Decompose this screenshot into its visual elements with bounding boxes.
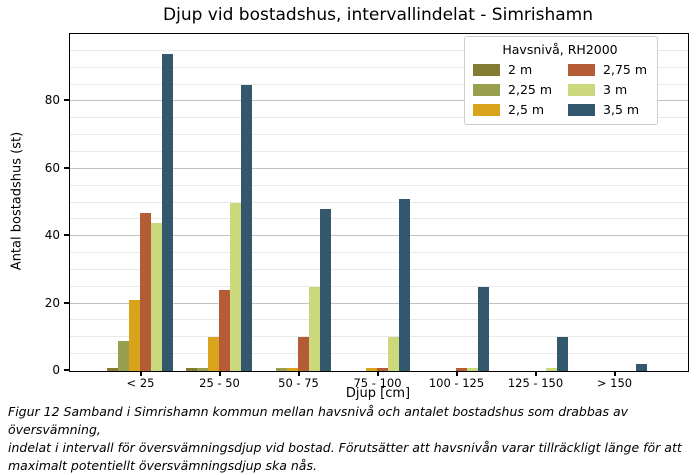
bar-group [344,34,410,371]
legend-item [473,82,552,97]
chart-title: Djup vid bostadshus, intervallindelat - Simrishamn [163,5,593,25]
bar-3-5-m [320,209,331,371]
legend-item-label: 3 m [603,82,628,97]
x-axis-label: Djup [cm] [345,386,411,401]
caption-line: maximalt potentiellt översvämningsdjup ska nås. [8,458,317,473]
bar-2-25-m [276,368,287,371]
x-tick-label: 75 - 100 [353,376,402,390]
y-tick-mark [64,99,69,101]
plot-area [69,33,689,372]
legend-item [568,82,647,97]
legend-swatch-icon [473,84,500,96]
y-tick-mark [64,167,69,169]
caption-line: indelat i intervall för översvämningsdjup vid bostad. Förutsätter att havsnivån varar tillräckligt länge för att [8,440,682,455]
bar-group [186,34,252,371]
y-tick-label: 20 [44,295,60,310]
bar-3-5-m [241,85,252,371]
legend [464,36,658,125]
bar-2-5-m [366,368,377,371]
x-tick-mark [298,372,300,376]
bar-3-5-m [399,199,410,371]
legend-item-label: 2,25 m [508,82,553,97]
y-tick-label: 60 [44,160,60,175]
bar-2-m [107,368,118,371]
legend-title: Havsnivå, RH2000 [502,42,618,57]
legend-swatch-icon [568,84,595,96]
x-tick-label: 100 - 125 [428,376,485,390]
y-tick-label: 80 [44,93,60,108]
bar-3-m [230,203,241,372]
bar-2-25-m [118,341,129,371]
y-tick-mark [64,234,69,236]
bar-2-m [186,368,197,371]
bar-2-75-m [219,290,230,371]
bar-2-75-m [456,368,467,371]
bar-2-5-m [129,300,140,371]
legend-item [473,102,552,117]
legend-item [473,62,552,77]
bar-2-75-m [298,337,309,371]
bar-group [107,34,173,371]
bar-3-m [151,223,162,371]
y-axis-label: Antal bostadshus (st) [9,131,25,271]
x-tick-mark [140,372,142,376]
x-tick-label: 25 - 50 [199,376,240,390]
bar-3-m [309,287,320,371]
figure-caption [8,403,696,475]
bar-2-5-m [287,368,298,371]
x-tick-label: 50 - 75 [278,376,319,390]
bar-2-75-m [140,213,151,371]
legend-item-label: 3,5 m [603,102,640,117]
bar-3-5-m [162,54,173,371]
bar-3-5-m [478,287,489,371]
caption-line: Figur 12 Samband i Simrishamn kommun mellan havsnivå och antalet bostadshus som drabbas av översvämning, [8,404,629,437]
legend-swatch-icon [473,104,500,116]
y-tick-mark [64,302,69,304]
bar-3-5-m [636,364,647,371]
x-tick-mark [219,372,221,376]
bar-3-m [388,337,399,371]
x-tick-label: > 150 [596,376,633,390]
y-tick-label: 40 [44,228,60,243]
bar-3-m [546,368,557,371]
y-tick-mark [64,369,69,371]
bar-2-5-m [208,337,219,371]
x-tick-label: 125 - 150 [507,376,564,390]
legend-item-label: 2,75 m [603,62,647,77]
x-tick-mark [377,372,379,376]
legend-swatch-icon [473,64,500,76]
bar-2-25-m [197,368,208,371]
legend-item [568,102,647,117]
x-tick-mark [456,372,458,376]
bar-3-m [467,368,478,371]
x-tick-mark [614,372,616,376]
x-tick-label: < 25 [126,376,155,390]
legend-item-label: 2,5 m [508,102,545,117]
x-tick-mark [535,372,537,376]
legend-item [568,62,647,77]
bar-2-75-m [377,368,388,371]
legend-swatch-icon [568,104,595,116]
legend-item-label: 2 m [508,62,533,77]
y-tick-label: 0 [52,363,60,377]
bar-group [265,34,331,371]
bar-3-5-m [557,337,568,371]
legend-swatch-icon [568,64,595,76]
legend-grid [473,62,647,117]
